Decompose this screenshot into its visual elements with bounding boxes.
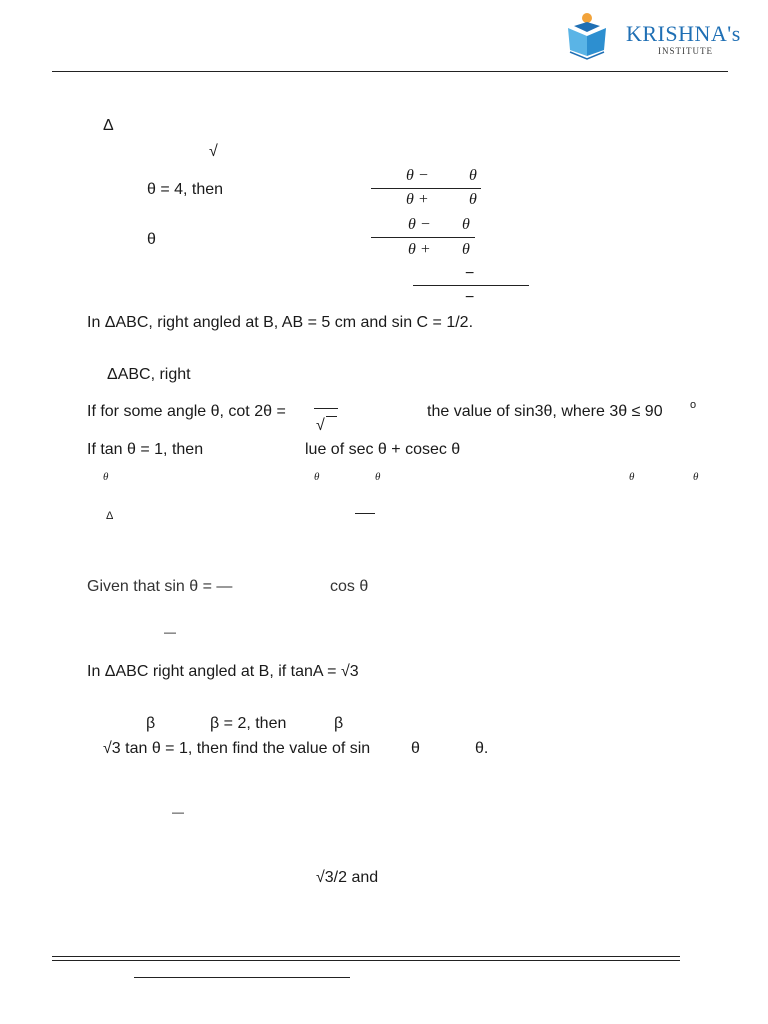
small-theta-4: θ — [629, 471, 635, 483]
small-delta: Δ — [106, 510, 114, 522]
sqrt3-half: √3/2 and — [316, 869, 379, 886]
small-theta-1: θ — [103, 471, 109, 483]
small-theta-5: θ — [693, 471, 699, 483]
small-theta-2: θ — [314, 471, 320, 483]
small-theta-3: θ — [375, 471, 381, 483]
theta-label: θ — [147, 231, 156, 248]
header-divider — [52, 71, 728, 72]
fraction1-numerator-b: θ — [469, 167, 477, 184]
logo-subtitle: INSTITUTE — [658, 46, 713, 56]
question-tan-end: lue of sec θ + cosec θ — [305, 441, 461, 458]
question-cot-end: the value of sin3θ, where 3θ ≤ 90 — [427, 403, 663, 420]
small-fraction-bar — [355, 513, 375, 514]
beta-2: β = 2, then — [210, 715, 287, 732]
fraction2-numerator-a: θ − — [408, 216, 431, 233]
question-sin-cos: cos θ — [330, 578, 369, 595]
fraction3-denominator: − — [465, 289, 475, 306]
dash-mark-1: — — [164, 625, 176, 639]
footnote-rule — [134, 977, 350, 978]
footer-divider-top — [52, 956, 680, 957]
logo-text: KRISHNA's — [626, 21, 741, 46]
fraction1-denominator-b: θ — [469, 191, 477, 208]
cot-sqrt: √ — [316, 417, 325, 434]
fraction1-denominator-a: θ + — [406, 191, 429, 208]
question-abc-right: ΔABC, right — [107, 366, 191, 383]
krishna-logo-icon — [566, 12, 612, 62]
fraction3-numerator: − — [465, 265, 475, 282]
cot-sqrt-bar — [326, 416, 337, 417]
fraction2-denominator-a: θ + — [408, 241, 431, 258]
fraction1-bar — [371, 188, 481, 189]
beta-3: β — [334, 715, 344, 732]
footer-divider-bottom — [52, 960, 680, 961]
delta-symbol: Δ — [103, 117, 114, 134]
degree-superscript: o — [690, 399, 697, 411]
question-sqrt3-theta: θ — [411, 740, 420, 757]
question-tanA: In ΔABC right angled at B, if tanA = √3 — [87, 663, 359, 680]
fraction2-numerator-b: θ — [462, 216, 470, 233]
question-sin: Given that sin θ = — — [87, 578, 233, 595]
dash-mark-2: — — [172, 805, 184, 819]
question-cot-start: If for some angle θ, cot 2θ = — [87, 403, 286, 420]
theta-equation: θ = 4, then — [147, 181, 224, 198]
fraction1-numerator-a: θ − — [406, 167, 429, 184]
question-abc: In ΔABC, right angled at B, AB = 5 cm and sin C = 1/2. — [87, 314, 474, 331]
fraction2-denominator-b: θ — [462, 241, 470, 258]
question-sqrt3-end: θ. — [475, 740, 489, 757]
cot-fraction-bar — [314, 408, 338, 409]
fraction3-bar — [413, 285, 529, 286]
fraction2-bar — [371, 237, 475, 238]
question-sqrt3: √3 tan θ = 1, then find the value of sin — [103, 740, 371, 757]
sqrt-symbol: √ — [209, 143, 218, 160]
beta-1: β — [146, 715, 156, 732]
question-tan-start: If tan θ = 1, then — [87, 441, 204, 458]
